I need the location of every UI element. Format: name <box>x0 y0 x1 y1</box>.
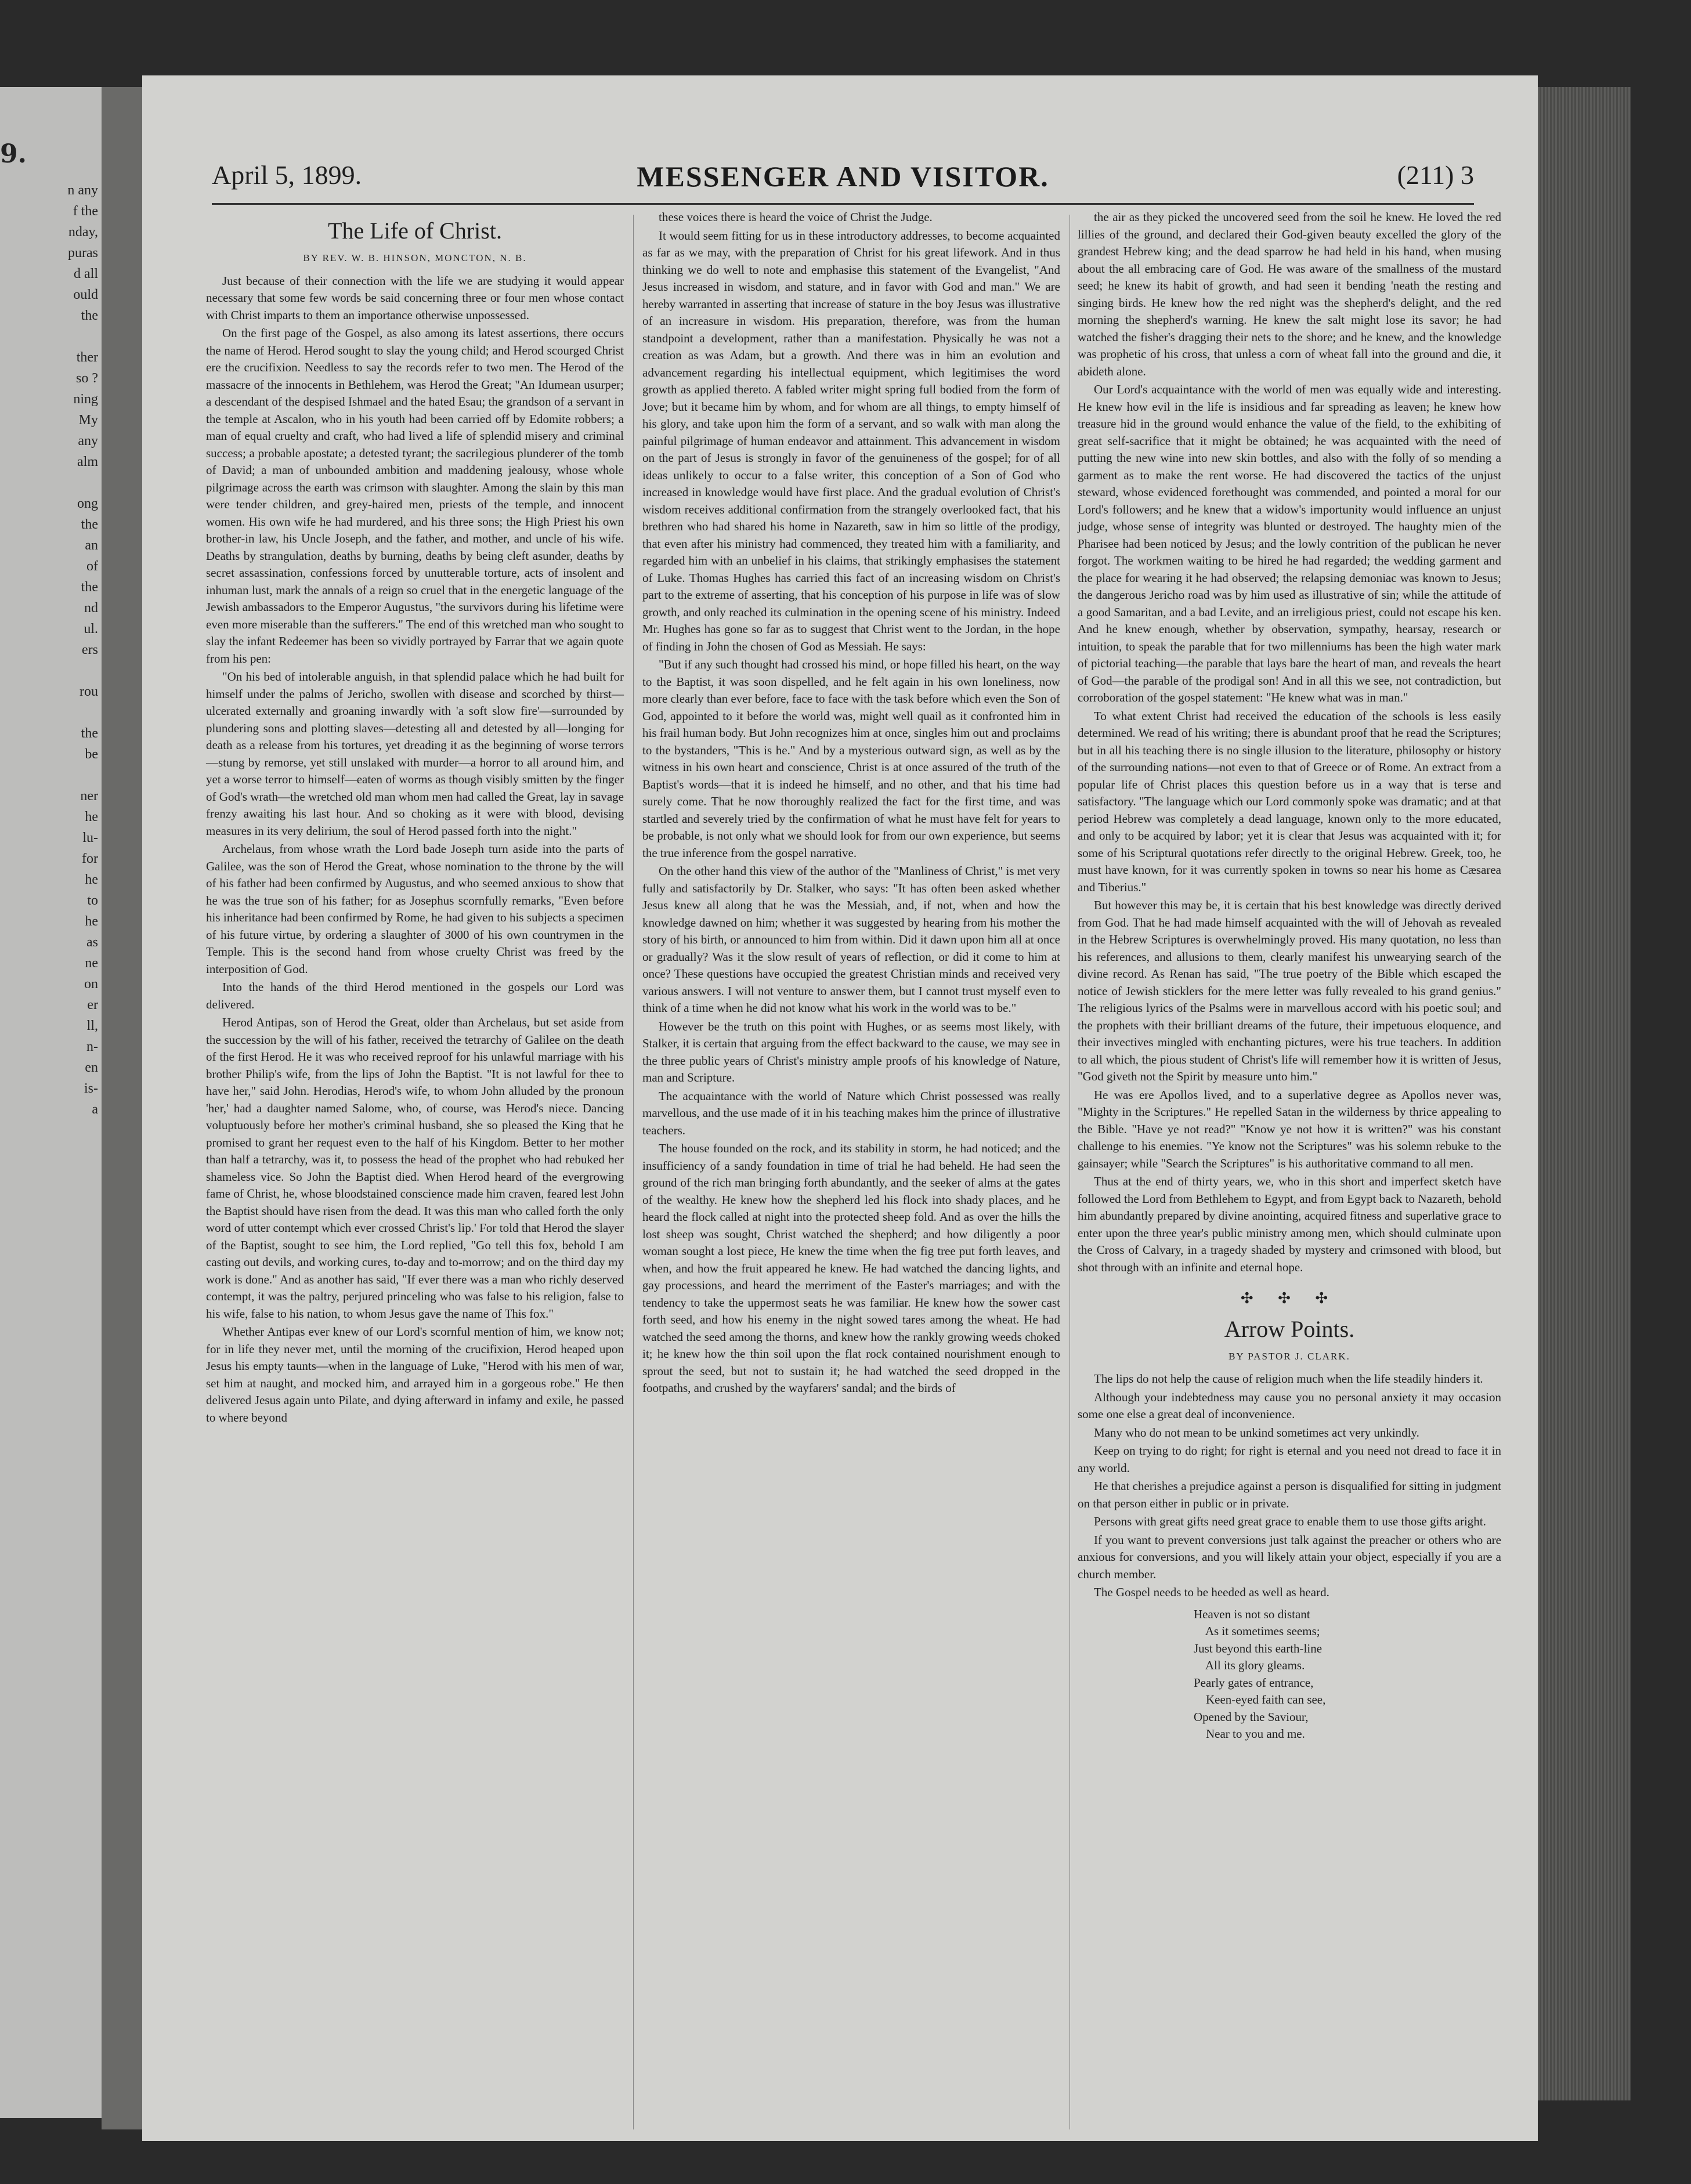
page-number: (211) 3 <box>1397 160 1474 190</box>
column-rule-2 <box>1069 215 1070 2129</box>
paragraph: Although your indebtedness may cause you no personal anxiety it may occasion some one else a great deal of inconvenience. <box>1078 1390 1501 1421</box>
section-separator: ✣ ✣ ✣ <box>1240 1290 1339 1307</box>
column-3 <box>1078 209 1501 1743</box>
poem-line: All its glory gleams. <box>1194 1658 1305 1672</box>
page-header <box>212 160 1474 194</box>
paragraph: The acquaintance with the world of Nature which Christ possessed was really marvellous, and the use made of it in his teaching makes him the prince of illustrative teachers. <box>642 1089 1060 1137</box>
paragraph: The house founded on the rock, and its stability in storm, he had noticed; and the insufficiency of a sandy foundation in time of trial he had beheld. He had seen the ground of the rich man bringing forth abundantly, and the seeker of alms at the gates of the wealthy. He knew how the shepherd led his flock into shady places, and he heard the flock called at night into the protected sheep fold. And as over the hills the lost sheep was sought, Christ watched the shepherd; and how diligently a poor woman sought a lost piece, He knew the time when the fig tree put forth leaves, and when, and how the fruit appeared he knew. He had watched the dancing lights, and gay processions, and heard the merriment of the Easter's marriages; and with the tendency to take the uppermost seats he was familiar. He knew how the sower cast forth seed, and how his enemy in the night sowed tares among the wheat. He had watched the seed among the thorns, and knew how the rankly growing weeds choked it; he knew how the thin soil upon the flat rock contained nourishment enough to sprout the seed, but not to sustain it; he had watched the seed dropped in the footpaths, and crushed by the wayfarers' sandal; and the birds of <box>642 1141 1060 1395</box>
poem-line: Near to you and me. <box>1194 1727 1305 1741</box>
paragraph: Just because of their connection with the life we are studying it would appear necessary that some few words be said concerning three or four men whose contact with Christ imparts to them an importance otherwise unpossessed. <box>206 273 624 322</box>
paragraph: Herod Antipas, son of Herod the Great, older than Archelaus, but set aside from the succession by the will of his father, received the tetrarchy of Galilee on the death of the first Herod. He it was who received reproof for his unlawful marriage with his brother Philip's wife, from the lips of John the Baptist. "It is not lawful for thee to have her," said John. Herodias, Herod's wife, to whom John alluded by the pronoun 'her,' had a daughter named Salome, who, of course, was Herod's niece. Dancing voluptuously before her mother's criminal husband, she so pleased the King that he promised to grant her request even to the half of his Kingdom. Better to her mother than half a tetrarchy, was it, to possess the head of the prophet who had rebuked her shameless vice. So John the Baptist died. When Herod heard of the evergrowing fame of Christ, he, whose bloodstained conscience made him craven, feared lest John the Baptist should have risen from the dead. It was this man who called forth the only word of utter contempt which ever crossed Christ's lip.' For told that Herod the slayer of the Baptist, sought to see him, the Lord replied, "Go tell this fox, behold I am casting out devils, and working cures, to-day and to-morrow; and on the third day my work is done." And as another has said, "If ever there was a man who richly deserved contempt, it was the paltry, perjured princeling who was false to his religion, false to his wife, false to his nation, to whom Jesus gave the name of This fox." <box>206 1015 624 1321</box>
column-1 <box>206 209 624 1427</box>
paragraph: However be the truth on this point with Hughes, or as seems most likely, with Stalker, it is certain that arguing from the effect backward to the cause, we may see in the three public years of Christ's ministry ample proofs of his knowledge of Nature, man and Scripture. <box>642 1019 1060 1084</box>
newspaper-page <box>142 75 1538 2141</box>
paragraph: these voices there is heard the voice of Christ the Judge. <box>659 210 933 224</box>
paragraph: the air as they picked the uncovered seed from the soil he knew. He loved the red lillies of the ground, and declared their God-given beauty excelled the glory of the grandest Hebrew king; and the dead sparrow he had held in his hand, when musing about the all embracing care of God. He was aware of the smallness of the mustard seed; he knew its habit of growth, and had seen it bending 'neath the resting and singing birds. He knew how the red night was the shepherd's delight, and the red morning the shepherd's warning. He knew the salt might lose its savor; he had watched the fisher's dragging their nets to the shore; and he knew, and the knowledge was prophetic of his cross, that unless a corn of wheat fall into the ground and die, it abideth alone. <box>1078 210 1501 378</box>
poem <box>1194 1606 1501 1743</box>
paragraph: It would seem fitting for us in these introductory addresses, to become acquainted as far as we may, with the preparation of Christ for his great lifework. And in thus thinking we do well to note and emphasise this statement of the Evangelist, "And Jesus increased in wisdom, and stature, and in favor with God and man." We are hereby warranted in asserting that increase of stature in the boy Jesus was illustrative of an increasure in wisdom. His preparation, therefore, was from the human standpoint a development, rather than a manifestation. Physically he was not a creation as was Adam, but a growth. And there was in him an evolution and advancement regarding his intellectual equipment, which legitimises the word growth as applied thereto. A fabled writer might spring full bodied from the form of Jove; but it became him by whom, and for whom are all things, to empty himself of his glory, and take upon him the form of a servant, and so walk with man along the painful pilgrimage of human endeavor and attainment. This advancement in wisdom on the part of Jesus is strongly in favor of the genuineness of the gospel; for of all ideas unlikely to occur to a false writer, this conception of a Son of God who increased in knowledge would have first place. And the gradual evolution of Christ's wisdom receives additional confirmation from the strangely overlooked fact, that his brethren who had shared his home in Nazareth, saw in him so little of the prodigy, that even after his ministry had commenced, they treated him with a familiarity, and regarded him with an unbelief in his claims, that strikingly emphasises the statement of Luke. Thomas Hughes has carried this fact of an increasing wisdom on Christ's part to the extreme of asserting, that his conception of his purpose in life was of slow growth, and only reached its culmination in the opening scene of his ministry. Indeed Mr. Hughes has gone so far as to suggest that Christ went to the Jordan, in the hope of finding in John the chosen of God as Messiah. He says: <box>642 228 1060 653</box>
column-3-body <box>1078 209 1501 1276</box>
left-page-number-fragment: 9. <box>0 139 27 169</box>
paragraph: Thus at the end of thirty years, we, who in this short and imperfect sketch have followed the Lord from Bethlehem to Egypt, and from Egypt back to Nazareth, behold him abundantly prepared by divine anointing, acquired fitness and superlative grace to enter upon the three year's public ministry among men, which should culminate upon the Cross of Calvary, in a tragedy shaded by mystery and crimsoned with blood, but shot through with an infinite and eternal hope. <box>1078 1174 1501 1274</box>
paragraph: Whether Antipas ever knew of our Lord's scornful mention of him, we know not; for in life they never met, until the morning of the crucifixion, Herod heaped upon Jesus his empty taunts—when in the language of Luke, "Herod with his men of war, set him at naught, and mocked him, and arrayed him in a gorgeous robe." He then delivered Jesus again unto Pilate, and dying afterward in infamy and exile, he passed to where beyond <box>206 1325 624 1424</box>
issue-date: April 5, 1899. <box>212 160 362 190</box>
header-rule <box>212 203 1474 205</box>
poem-line: Opened by the Saviour, <box>1194 1709 1309 1724</box>
poem-line: Keen-eyed faith can see, <box>1194 1693 1326 1706</box>
column-1-body <box>206 273 624 1427</box>
paragraph: Our Lord's acquaintance with the world of men was equally wide and interesting. He knew how evil in the life is insidious and far spreading as leaven; he knew how treasure hid in the ground would enhance the value of the field, to the exhibiting of great self-sacrifice that it might be obtained; he was acquainted with the need of putting the new wine into new skin bottles, and also with the folly of so mending a garment as to make the rent worse. He had discovered the tactics of the unjust steward, whose evidenced forethought was commended, and pointed a moral for our Lord's followers; and he knew that a widow's importunity would influence an unjust judge, whose sense of integrity was blunted or destroyed. The haughty mien of the Pharisee had been noticed by Jesus; and the lowly contrition of the publican he never forgot. The workmen waiting to be hired he had regarded; the wedding garment and the place for wearing it he had observed; the relapsing demoniac was known to Jesus; the dangerous Jericho road was by him used as illustrative of sin; while the attitude of a good Samaritan, and a bad Levite, and an irreligious priest, could not escape his ken. And he knew enough, whether by observation, sympathy, hearsay, research or intuition, to speak the parable that for two millenniums has been the high water mark of pictorial teaching—the parable that lays bare the heart of man, and reveals the heart of God—the parable of the prodigal son! And in all this we see, not contradiction, but corroboration of the gospel statement: "He knew what was in man." <box>1078 382 1501 704</box>
column-rule-1 <box>633 215 634 2129</box>
poem-line: As it sometimes seems; <box>1194 1624 1320 1638</box>
poem-line: Pearly gates of entrance, <box>1194 1675 1314 1690</box>
poem-line: Just beyond this earth-line <box>1194 1641 1323 1655</box>
left-page-text-fragments: n any f the nday, puras d all ould the ther so ? ning My any alm ong the an of the nd ul. ers rou the be ner he lu- for he to he as ne on er ll, n- en is- a <box>67 183 98 1117</box>
paragraph: Keep on trying to do right; for right is eternal and you need not dread to face it in any world. <box>1078 1444 1501 1475</box>
paragraph: Archelaus, from whose wrath the Lord bade Joseph turn aside into the parts of Galilee, was the son of Herod the Great, whose nomination to the throne by the will of his father had been confirmed by Augustus, and who seemed anxious to show that he was the true son of his father; for as Josephus scornfully remarks, "Even before his inheritance had been confirmed by Rome, he had given to his subjects a specimen of his future virtue, by ordering a slaughter of 3000 of his own countrymen in the Temple. This is the second hand from whose cruelty Christ was freed by the interposition of God. <box>206 842 624 976</box>
arrow-points-body <box>1078 1371 1501 1601</box>
article-title-life-of-christ: The Life of Christ. <box>328 218 502 244</box>
paragraph: Into the hands of the third Herod mentioned in the gospels our Lord was delivered. <box>206 980 624 1011</box>
paragraph: Many who do not mean to be unkind sometimes act very unkindly. <box>1094 1425 1419 1440</box>
paragraph: He was ere Apollos lived, and to a superlative degree as Apollos never was, "Mighty in the Scriptures." He repelled Satan in the wilderness by thrice appealing to the Bible. "Have ye not read?" "Know ye not how it is written?" was his constant challenge to his enemies. "Ye know not the Scriptures" was his solemn rebuke to the gainsayer; while "Search the Scriptures" is his authoritative command to all men. <box>1078 1087 1501 1170</box>
paragraph: The lips do not help the cause of religion much when the life steadily hinders it. <box>1094 1372 1483 1386</box>
masthead-title: MESSENGER AND VISITOR. <box>637 160 1049 193</box>
article-byline-clark: BY PASTOR J. CLARK. <box>1228 1350 1350 1362</box>
paragraph: But however this may be, it is certain that his best knowledge was directly derived from God. That he had made himself acquainted with the will of Jehovah as revealed in the Hebrew Scriptures is overwhelmingly proved. His many quotation, no less than his references, and allusions to them, clearly manifest his unwearying search of the divine record. As Renan has said, "The true poetry of the Bible which escaped the notice of Jewish sticklers for the mere letter was fully revealed to his grand genius." The religious lyrics of the Psalms were in marvellous accord with his poetic soul; and the prophets with their brilliant dreams of the future, their impetuous eloquence, and their invectives mingled with enchanting pictures, were his true teachers. In addition to all which, the pious student of Christ's life will remember how it is written of Jesus, "God giveth not the Spirit by measure unto him." <box>1078 898 1501 1083</box>
paragraph: On the first page of the Gospel, as also among its latest assertions, there occurs the name of Herod. Herod sought to slay the young child; and Herod scourged Christ ere the crucifixion. Needless to say the records refer to two men. The Herod of the massacre of the innocents in Bethlehem, was Herod the Great; "An Idumean usurper; a descendant of the despised Ishmael and the hated Esau; the grandson of a servant in the temple at Ascalon, who in his youth had been carried off by Edomite robbers; a man of equal cruelty and craft, who had lived a life of splendid misery and criminal success; a probable apostate; a detested tyrant; the sacrilegious plunderer of the tomb of David; a man of unbounded ambition and maddening jealousy, whose whole pilgrimage across the earth was crimson with slaughter. Among the slain by this man were tender children, and grey-haired men, priests of the temple, and innocent women. His own wife he had murdered, and his three sons; the High Priest his own brother-in law, his Uncle Joseph, and the father, and mother, and uncle of his wife. Deaths by strangulation, deaths by burning, deaths by being cleft asunder, deaths by secret assassination, confessions forced by unutterable torture, acts of insolent and inhuman lust, mark the annals of a reign so cruel that in the energetic language of the Jewish ambassadors to the Emperor Augustus, "the survivors during his lifetime were even more miserable than the sufferers." The end of this wretched man who sought to slay the infant Redeemer has been so vividly portrayed by Farrar that we again quote from his pen: <box>206 326 624 666</box>
paragraph: The Gospel needs to be heeded as well as heard. <box>1094 1585 1329 1599</box>
book-spine <box>102 87 142 2129</box>
poem-line: Heaven is not so distant <box>1194 1607 1310 1621</box>
paragraph: "On his bed of intolerable anguish, in that splendid palace which he had built for himself under the palms of Jericho, swollen with disease and scorched by thirst—ulcerated externally and groaning inwardly with 'a soft slow fire'—surrounded by plundering sons and plotting slaves—detesting all and detested by all—longing for death as a release from his tortures, yet dreading it as the beginning of worse terrors—stung by remorse, yet still unslaked with murder—a horror to all around him, and yet a worse terror to himself—eaten of worms as though visibly smitten by the finger of God's wrath—the wretched old man whom men had called the Great, lay in savage frenzy awaiting his last hour. And so choking as it were with blood, devising measures in its very delirium, the soul of Herod passed forth into the night." <box>206 670 624 838</box>
article-byline-hinson: BY REV. W. B. HINSON, MONCTON, N. B. <box>303 252 527 263</box>
paragraph: Persons with great gifts need great grace to enable them to use those gifts aright. <box>1094 1514 1486 1528</box>
column-2 <box>642 209 1060 1398</box>
paragraph: On the other hand this view of the author of the "Manliness of Christ," is met very fully and satisfactorily by Dr. Stalker, who says: "It has often been asked whether Jesus knew all along that he was the Messiah, and, if not, when and how the knowledge dawned on him; whether it was suggested by hearing from his mother the story of his birth, or announced to him from within. Did it dawn upon him all at once or gradually? Was it the slow result of years of reflection, or did it come to him at once? These questions have occupied the greatest Christian minds and received very various answers. I will not venture to answer them, but I cannot trust myself even to think of a time when he did not know what his work in the world was to be." <box>642 864 1060 1015</box>
paragraph: "But if any such thought had crossed his mind, or hope filled his heart, on the way to the Baptist, it was soon dispelled, and he felt again in his own loneliness, now more clearly than ever before, face to face with the task before which even the Son of God, appointed to it before the world was, might well quail as it confronted him in his frail human body. But John recognizes him at once, singles him out and proclaims to the bystanders, "This is he." And by a mysterious outward sign, as well as by the witness in his own heart and conscience, Christ is at once assured of the truth of the Baptist's words—that it is indeed he himself, and no other, and that his time had surely come. That he now thoroughly realized the fact for the first time, and was startled and severely tried by the confirmation of what he must have felt for years to be probable, is not only what we should look for from our own experience, but seems the true inference from the gospel narrative. <box>642 657 1060 860</box>
paragraph: To what extent Christ had received the education of the schools is less easily determined. We read of his writing; there is abundant proof that he read the Scriptures; but in all his teaching there is no single illusion to the literature, philosophy or history of the surrounding nations—not even to that of Greece or of Rome. An extract from a popular life of Christ places this question before us in a way that is terse and satisfactory. "The language which our Lord commonly spoke was dramatic; and at that period Hebrew was completely a dead language, known only to the more educated, and only to be acquired by labor; yet it is clear that Jesus was acquainted with it; for some of his Scriptural quotations refer directly to the original Hebrew. Greek, too, he must have known, for it was currently spoken in towns so near his home as Cæsarea and Tiberius." <box>1078 708 1501 894</box>
column-2-body <box>642 209 1060 1397</box>
article-title-arrow-points: Arrow Points. <box>1224 1315 1355 1342</box>
paragraph: He that cherishes a prejudice against a person is disqualified for sitting in judgment on that person either in public or in private. <box>1078 1479 1501 1510</box>
left-page-edge <box>0 87 102 2118</box>
paragraph: If you want to prevent conversions just talk against the preacher or others who are anxious for conversions, and you will likely attain your object, especially if you are a church member. <box>1078 1532 1501 1581</box>
page-stack-edge <box>1538 87 1631 2100</box>
